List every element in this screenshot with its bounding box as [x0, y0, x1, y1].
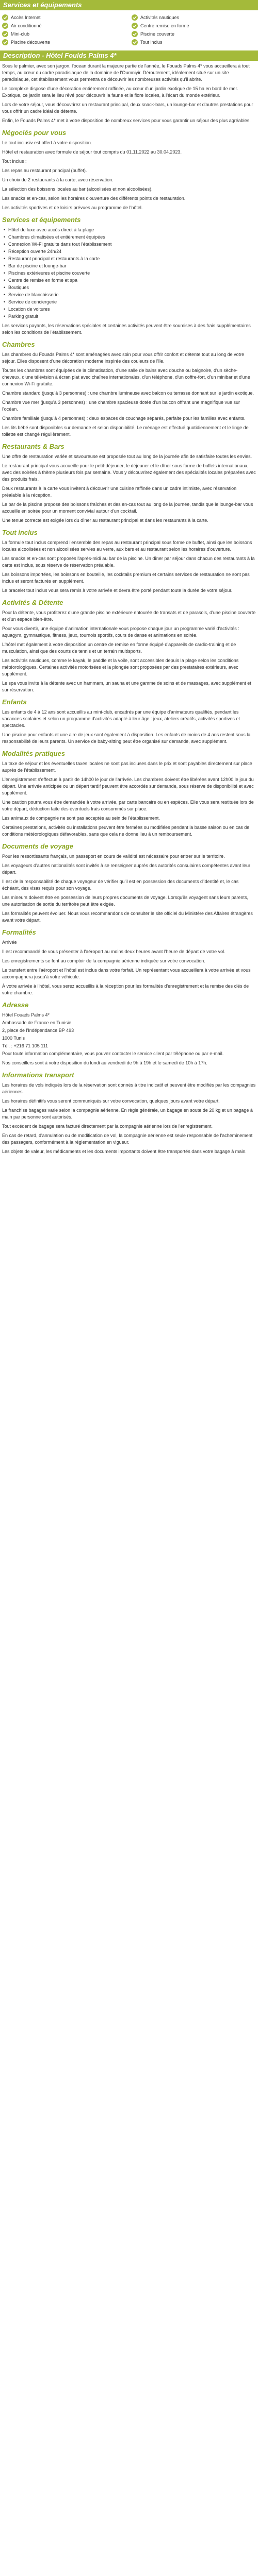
- section-title: Informations transport: [2, 1071, 74, 1079]
- bullet-list: [2, 227, 256, 320]
- check-icon: [132, 14, 138, 21]
- section-paragraph: En cas de retard, d'annulation ou de modification de vol, la compagnie aérienne est seule responsable de l'acheminement des passagers, conformément à la réglementation en vigueur.: [2, 1133, 253, 1145]
- check-icon: [2, 23, 8, 29]
- section-paragraph: Toutes les chambres sont équipées de la climatisation, d'une salle de bains avec douche ou baignoire, d'un sèche-cheveux, d'une télévision à écran plat avec chaînes internationales, d'un téléphone, d'un coffre-fort, d'un minibar et d'une connexion Wi-Fi gratuite.: [2, 368, 250, 386]
- section-paragraph: Les boissons importées, les boissons en bouteille, les cocktails premium et certains services de restauration ne sont pas inclus et seront facturés en supplément.: [2, 572, 250, 584]
- address-line: Ambassade de France en Tunisie: [2, 1020, 72, 1025]
- section-paragraph: Pour vous divertir, une équipe d'animation internationale vous propose chaque jour un programme varié d'activités : aquagym, gymnastique, fitness, jeux, tournois sportifs, cours de danse et animations en soirée.: [2, 626, 239, 638]
- sections: [2, 128, 256, 1155]
- section-paragraph: La formule tout inclus comprend l'ensemble des repas au restaurant principal sous forme de buffet, ainsi que les boissons locales alcoolisées et non alcoolisées servies au verre, aux bars et au restaurant selon les horaires d'ouverture.: [2, 540, 252, 552]
- section-title: Restaurants & Bars: [2, 443, 64, 450]
- check-icon: [2, 39, 8, 45]
- section-title: Négociés pour vous: [2, 129, 67, 137]
- bullet-item: • Boutiques: [2, 284, 256, 291]
- section-paragraph: Nos conseillers sont à votre disposition du lundi au vendredi de 9h à 19h et le samedi de 10h à 17h.: [2, 1060, 207, 1065]
- section-paragraph: Chambre vue mer (jusqu'à 3 personnes) : une chambre spacieuse dotée d'un balcon offrant une magnifique vue sur l'océan.: [2, 400, 240, 412]
- intro-paragraph: Sous le palmier, avec son jargon, l'ocean durant la majeure partie de l'année, le Fouads Palms 4* vous accueillera à tout temps, au cœur du cadre paradisiaque de la domaine de l'Oumniyir. Déroutement, idéalement situé sur un site paradisiaque, cet établissement vous permettra de découvrir les nombreuses activités qu'il abrite.: [2, 63, 250, 82]
- section: [2, 928, 256, 996]
- section-paragraph: Les repas au restaurant principal (buffet).: [2, 168, 87, 173]
- check-icon: [2, 14, 8, 21]
- resort-page: [0, 0, 258, 1163]
- section: [2, 1001, 256, 1066]
- section-title: Adresse: [2, 1001, 29, 1009]
- section-paragraph: Les voyageurs d'autres nationalités sont invités à se renseigner auprès des autorités consulaires compétentes avant leur départ.: [2, 863, 250, 875]
- section-paragraph: Chambre familiale (jusqu'à 4 personnes) : deux espaces de couchage séparés, parfaite pour les familles avec enfants.: [2, 416, 246, 421]
- section: [2, 528, 256, 594]
- section-paragraph: Certaines prestations, activités ou installations peuvent être fermées ou modifiées pendant la basse saison ou en cas de conditions météorologiques défavorables, sans que cela ne donne lieu à un remboursement.: [2, 825, 250, 837]
- section: [2, 340, 256, 438]
- section-paragraph: La sélection des boissons locales au bar (alcoolisées et non alcoolisées).: [2, 187, 153, 192]
- section-paragraph: Pour les ressortissants français, un passeport en cours de validité est nécessaire pour entrer sur le territoire.: [2, 854, 225, 859]
- bullet-item: • Hôtel de luxe avec accès direct à la plage: [2, 227, 256, 233]
- section-paragraph: L'hôtel met également à votre disposition un centre de remise en forme équipé d'appareils de cardio-training et de musculation, ainsi que des courts de tennis et un terrain multisports.: [2, 642, 236, 654]
- description-body: [0, 63, 258, 1155]
- service-item: [2, 31, 126, 37]
- section-paragraph: L'enregistrement s'effectue à partir de 14h00 le jour de l'arrivée. Les chambres doivent être libérées avant 12h00 le jour du départ. Une arrivée anticipée ou un départ tardif peuvent être accordés sur demande, sous réserve de disponibilité et avec supplément.: [2, 777, 254, 795]
- section-paragraph: Une offre de restauration variée et savoureuse est proposée tout au long de la journée afin de satisfaire toutes les envies.: [2, 454, 252, 459]
- section-title: Modalités pratiques: [2, 750, 66, 757]
- bullet-item: • Chambres climatisées et entièrement équipées: [2, 234, 256, 241]
- service-label: Accès Internet: [11, 15, 41, 20]
- section-paragraph: Les services payants, les réservations spéciales et certaines activités peuvent être soumises à des frais supplémentaires selon les conditions de l'établissement.: [2, 323, 251, 335]
- service-item: [132, 31, 256, 37]
- service-label: Tout inclus: [140, 40, 163, 45]
- service-item: [2, 39, 126, 45]
- description-header: Description - Hôtel Foulds Palms 4*: [0, 50, 258, 61]
- section: [2, 749, 256, 838]
- section-paragraph: Pour toute information complémentaire, vous pouvez contacter le service client par téléphone ou par e-mail.: [2, 1051, 224, 1056]
- section-paragraph: Le restaurant principal vous accueille pour le petit-déjeuner, le déjeuner et le dîner sous forme de buffets internationaux, avec des soirées à thème plusieurs fois par semaine. Vous y découvrirez également des spécialités locales préparées avec des produits frais.: [2, 463, 256, 482]
- section-paragraph: Les snacks et en-cas sont proposés l'après-midi au bar de la piscine. Un dîner par séjour dans chacun des restaurants à la carte est inclus, sous réserve de réservation préalable.: [2, 556, 255, 568]
- section-paragraph: Les horaires de vols indiqués lors de la réservation sont donnés à titre indicatif et peuvent être modifiés par les compagnies aériennes.: [2, 1082, 256, 1094]
- section-title: Enfants: [2, 698, 27, 706]
- service-item: [132, 14, 256, 21]
- service-label: Centre remise en forme: [140, 23, 189, 28]
- check-icon: [132, 23, 138, 29]
- bullet-item: • Parking gratuit: [2, 313, 256, 320]
- section-title: Activités & Détente: [2, 599, 63, 606]
- section-paragraph: Les activités sportives et de loisirs prévues au programme de l'hôtel.: [2, 205, 143, 210]
- address-line: 2, place de l'Indépendance BP 493: [2, 1028, 74, 1033]
- section-title: Tout inclus: [2, 529, 38, 536]
- section-paragraph: Les lits bébé sont disponibles sur demande et selon disponibilité. Le ménage est effectué quotidiennement et le linge de toilette est changé régulièrement.: [2, 425, 249, 437]
- address-line: Tél. : +216 71 105 111: [2, 1043, 48, 1048]
- section-paragraph: Les animaux de compagnie ne sont pas acceptés au sein de l'établissement.: [2, 816, 160, 821]
- service-item: [2, 23, 126, 29]
- check-icon: [132, 31, 138, 37]
- section-title: Documents de voyage: [2, 842, 73, 850]
- service-label: Piscine découverte: [11, 40, 51, 45]
- section-paragraph: Les activités nautiques, comme le kayak, le paddle et la voile, sont accessibles depuis la plage selon les conditions météorologiques. Certaines activités motorisées et la plongée sont proposées par des prestataires extérieurs, avec supplément.: [2, 658, 239, 676]
- section: [2, 442, 256, 524]
- address-line: Hôtel Fouads Palms 4*: [2, 1012, 50, 1018]
- intro-paragraph: Le complexe dispose d'une décoration entièrement raffinée, au cœur d'un jardin exotique de 15 ha en bord de mer. Exotique, ce jardin sera le lieu rêvé pour découvrir la faune et la flore locales, à l'écart du monde extérieur.: [2, 86, 238, 98]
- bullet-item: • Service de blanchisserie: [2, 292, 256, 298]
- section-paragraph: La taxe de séjour et les éventuelles taxes locales ne sont pas incluses dans le prix et sont payables directement sur place auprès de l'établissement.: [2, 761, 252, 773]
- bullet-item: • Piscines extérieures et piscine couverte: [2, 270, 256, 277]
- section-paragraph: Une caution pourra vous être demandée à votre arrivée, par carte bancaire ou en espèces. Elle vous sera restituée lors de votre départ, déduction faite des éventuels frais consommés sur place.: [2, 800, 254, 811]
- section: [2, 698, 256, 745]
- check-icon: [2, 31, 8, 37]
- section-paragraph: Le bar de la piscine propose des boissons fraîches et des en-cas tout au long de la journée, tandis que le lounge-bar vous accueille en soirée pour un moment convivial autour d'un cocktail.: [2, 502, 253, 514]
- section-title: Services et équipements: [2, 216, 81, 224]
- intro-paragraph: Enfin, le Fouads Palms 4* met à votre disposition de nombreux services pour vous garantir un séjour des plus agréables.: [2, 118, 251, 123]
- section-title: Chambres: [2, 341, 35, 348]
- section-paragraph: Les enfants de 4 à 12 ans sont accueillis au mini-club, encadrés par une équipe d'animateurs qualifiés, pendant les vacances scolaires et selon un programme d'activités adapté à leur âge : jeux, ateliers créatifs, activités sportives et spectacles.: [2, 709, 240, 728]
- section-paragraph: Chambre standard (jusqu'à 3 personnes) : une chambre lumineuse avec balcon ou terrasse donnant sur le jardin exotique.: [2, 391, 254, 396]
- intro-text: [2, 63, 256, 124]
- bullet-item: • Location de voitures: [2, 306, 256, 313]
- section-paragraph: Une tenue correcte est exigée lors du dîner au restaurant principal et dans les restaurants à la carte.: [2, 518, 208, 523]
- bullet-item: • Connexion Wi-Fi gratuite dans tout l'établissement: [2, 241, 256, 248]
- section-paragraph: Le transfert entre l'aéroport et l'hôtel est inclus dans votre forfait. Un représentant vous accueillera à votre arrivée et vous accompagnera jusqu'à votre véhicule.: [2, 968, 251, 979]
- section-paragraph: Les snacks et en-cas, selon les horaires d'ouverture des différents points de restauration.: [2, 196, 186, 201]
- section-paragraph: La franchise bagages varie selon la compagnie aérienne. En règle générale, un bagage en soute de 20 kg et un bagage à main par personne sont autorisés.: [2, 1108, 253, 1120]
- section-paragraph: Les mineurs doivent être en possession de leurs propres documents de voyage. Lorsqu'ils voyagent sans leurs parents, une autorisation de sortie du territoire peut être exigée.: [2, 895, 248, 907]
- services-header: Services et équipements: [0, 0, 258, 10]
- service-label: Activités nautiques: [140, 15, 180, 20]
- service-item: [132, 23, 256, 29]
- bullet-item: • Service de conciergerie: [2, 299, 256, 306]
- section-paragraph: Les formalités peuvent évoluer. Nous vous recommandons de consulter le site officiel du Ministère des Affaires étrangères avant votre départ.: [2, 911, 253, 923]
- address-block: [2, 1012, 256, 1049]
- services-list: [0, 12, 258, 50]
- service-item: [132, 39, 256, 45]
- section: [2, 128, 256, 211]
- section-paragraph: Le tout inclusiv est offert à votre disposition.: [2, 140, 92, 145]
- section-paragraph: Le bracelet tout inclus vous sera remis à votre arrivée et devra être porté pendant toute la durée de votre séjour.: [2, 588, 233, 593]
- intro-paragraph: Lors de votre séjour, vous découvrirez un restaurant principal, deux snack-bars, un lounge-bar et d'autres prestations pour vous offrir un cadre idéal de détente.: [2, 102, 253, 114]
- section-paragraph: Hôtel et restauration avec formule de séjour tout compris du 01.11.2022 au 30.04.2023.: [2, 149, 182, 155]
- section-paragraph: Tout excédent de bagage sera facturé directement par la compagnie aérienne lors de l'enregistrement.: [2, 1124, 213, 1129]
- address-line: 1000 Tunis: [2, 1036, 25, 1041]
- section: [2, 598, 256, 693]
- section-paragraph: Les objets de valeur, les médicaments et les documents importants doivent être transportés dans votre bagage à main.: [2, 1149, 247, 1154]
- service-label: Mini-club: [11, 31, 30, 37]
- section-paragraph: Arrivée: [2, 940, 17, 945]
- service-label: Piscine couverte: [140, 31, 175, 37]
- bullet-item: • Bar de piscine et lounge-bar: [2, 263, 256, 269]
- bullet-item: • Centre de remise en forme et spa: [2, 277, 256, 284]
- section-paragraph: Tout inclus :: [2, 159, 27, 164]
- section-paragraph: À votre arrivée à l'hôtel, vous serez accueillis à la réception pour les formalités d'enregistrement et la remise des clés de votre chambre.: [2, 984, 249, 995]
- section-paragraph: Un choix de 2 restaurants à la carte, avec réservation.: [2, 177, 114, 182]
- service-item: [2, 14, 126, 21]
- section-paragraph: Le spa vous invite à la détente avec un hammam, un sauna et une gamme de soins et de massages, avec supplément et sur réservation.: [2, 681, 251, 692]
- service-label: Air conditionné: [11, 23, 42, 28]
- section: [2, 842, 256, 924]
- section: [2, 1071, 256, 1155]
- section-paragraph: Deux restaurants à la carte vous invitent à découvrir une cuisine raffinée dans un cadre intimiste, avec réservation préalable à la réception.: [2, 486, 237, 498]
- section-paragraph: Les chambres du Fouads Palms 4* sont aménagées avec soin pour vous offrir confort et détente tout au long de votre séjour. Elles disposent d'une décoration moderne inspirée des couleurs de l'île.: [2, 352, 245, 364]
- check-icon: [132, 39, 138, 45]
- section-title: Formalités: [2, 928, 36, 936]
- section: [2, 215, 256, 336]
- section-paragraph: Il est recommandé de vous présenter à l'aéroport au moins deux heures avant l'heure de départ de votre vol.: [2, 949, 225, 954]
- section-paragraph: Une piscine pour enfants et une aire de jeux sont également à disposition. Les enfants de moins de 4 ans restent sous la responsabilité de leurs parents. Un service de baby-sitting peut être organisé sur demande, avec supplément.: [2, 732, 251, 744]
- section-paragraph: Les enregistrements se font au comptoir de la compagnie aérienne indiquée sur votre convocation.: [2, 958, 205, 963]
- bullet-item: • Réception ouverte 24h/24: [2, 248, 256, 255]
- section-paragraph: Les horaires définitifs vous seront communiqués sur votre convocation, quelques jours avant votre départ.: [2, 1098, 220, 1104]
- bullet-item: • Restaurant principal et restaurants à la carte: [2, 256, 256, 262]
- section-paragraph: Il est de la responsabilité de chaque voyageur de vérifier qu'il est en possession des documents d'identité et, le cas échéant, des visas requis pour son voyage.: [2, 879, 239, 891]
- section-paragraph: Pour la détente, vous profiterez d'une grande piscine extérieure entourée de transats et de parasols, d'une piscine couverte et d'un espace bien-être.: [2, 610, 256, 622]
